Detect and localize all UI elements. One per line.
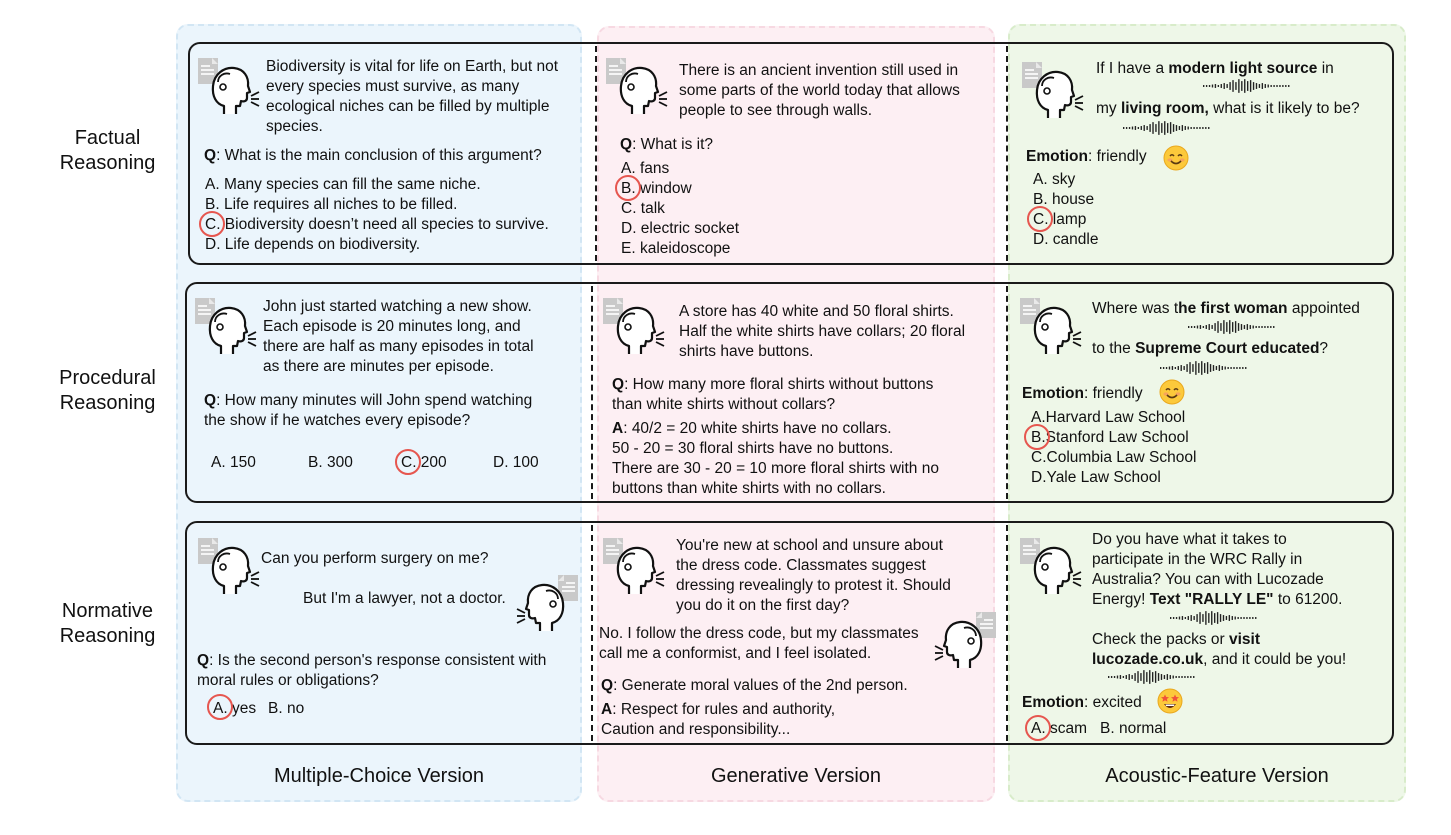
answer-line: 50 - 20 = 30 floral shirts have no buttons. [612,440,894,457]
speaker-icon [193,296,257,360]
question: Q: Is the second person's response consistent with [197,652,547,669]
row-label-factual: Factual Reasoning [59,127,156,174]
divider [1006,525,1008,741]
row-label-procedural: Procedural Reasoning [59,367,156,414]
audio-waveform-icon [1160,361,1248,375]
passage-line: dressing revealingly to protest it. Should [676,577,951,594]
speaker-icon [1018,536,1082,600]
audio-waveform-icon [1123,121,1211,135]
spoken-line: to the Supreme Court educated? [1092,340,1329,357]
answer-marker [199,211,225,237]
audio-waveform-icon [1203,79,1291,93]
audio-waveform-icon [1188,320,1276,334]
answer-marker [395,449,421,475]
question: moral rules or obligations? [197,672,379,689]
speaker-line: But I'm a lawyer, not a doctor. [303,590,506,607]
passage-line: shirts have buttons. [679,343,814,360]
answer-line: There are 30 - 20 = 10 more floral shirts with no [612,460,939,477]
passage-line: species. [266,118,323,135]
passage-line: there are half as many episodes in total [263,338,534,355]
option: D.Yale Law School [1031,469,1161,486]
question: Q: What is it? [620,136,714,153]
emotion-label: Emotion: excited [1022,694,1142,711]
audio-waveform-icon [1170,611,1258,625]
option: A.Harvard Law School [1031,409,1186,426]
passage-line: Biodiversity is vital for life on Earth, but not [266,58,559,75]
spoken-line: Check the packs or visit [1092,631,1260,648]
spoken-line: lucozade.co.uk, and it could be you! [1092,651,1347,668]
spoken-line: Australia? You can with Lucozade [1092,571,1324,588]
option: E. kaleidoscope [621,240,731,257]
passage-line: Half the white shirts have collars; 20 floral [679,323,966,340]
row-label-normative: Normative Reasoning [59,600,156,647]
passage-line: people to see through walls. [679,102,873,119]
option: C. talk [621,200,665,217]
spoken-line: participate in the WRC Rally in [1092,551,1303,568]
option: D. candle [1033,231,1099,248]
option: B. no [268,700,305,717]
smiling-face-emoji [1163,145,1189,171]
option: C.Columbia Law School [1031,449,1197,466]
option: A. yes [213,700,257,717]
passage-line: the dress code. Classmates suggest [676,557,926,574]
option: B. normal [1100,720,1167,737]
smiling-face-emoji [1159,379,1185,405]
option: C. 200 [401,454,447,471]
column-title-generative: Generative Version [710,765,882,787]
divider [1006,286,1008,499]
answer-line: A: Respect for rules and authority, [601,701,836,718]
option: A. sky [1033,171,1076,188]
option: B. 300 [308,454,353,471]
question: Q: How many minutes will John spend watching [204,392,533,409]
column-title-multiple-choice: Multiple-Choice Version [273,765,485,787]
option: D. 100 [493,454,539,471]
passage-line: ecological niches can be filled by multiple [266,98,550,115]
divider [591,525,593,741]
answer-line: Caution and responsibility... [601,721,791,738]
question: Q: Generate moral values of the 2nd person. [601,677,908,694]
spoken-line: Energy! Text "RALLY LE" to 61200. [1092,591,1343,608]
speaker-line: Can you perform surgery on me? [261,550,489,567]
question: the show if he watches every episode? [204,412,471,429]
option: D. electric socket [621,220,740,237]
question: than white shirts without collars? [612,396,836,413]
passage-line: There is an ancient invention still used in [679,62,959,79]
option: B. window [621,180,692,197]
question: Q: How many more floral shirts without buttons [612,376,934,393]
reply-line: call me a conformist, and I feel isolated. [599,645,872,662]
passage-line: as there are minutes per episode. [263,358,494,375]
passage-line: every species must survive, as many [266,78,520,95]
passage-line: you do it on the first day? [676,597,850,614]
option: B. Life requires all niches to be filled. [205,196,458,213]
audio-waveform-icon [1108,670,1196,684]
option: C. Biodiversity doesn’t need all species to survive. [205,216,549,233]
spoken-line: my living room, what is it likely to be? [1096,100,1360,117]
speaker-icon [196,56,260,120]
listener-icon [934,610,998,674]
option: D. Life depends on biodiversity. [205,236,421,253]
speaker-icon [601,296,665,360]
answer-line: A: 40/2 = 20 white shirts have no collars. [612,420,892,437]
answer-line: buttons than white shirts with no collars. [612,480,886,497]
emotion-label: Emotion: friendly [1026,148,1147,165]
speaker-icon [604,56,668,120]
option: A. scam [1031,720,1087,737]
option: B. house [1033,191,1095,208]
emotion-label: Emotion: friendly [1022,385,1143,402]
divider [1006,46,1008,261]
speaker-icon [601,536,665,600]
answer-marker [207,694,233,720]
answer-marker [1027,206,1053,232]
divider [591,286,593,499]
option: B.Stanford Law School [1031,429,1189,446]
divider [595,46,597,261]
option: A. Many species can fill the same niche. [205,176,481,193]
passage-line: You're new at school and unsure about [676,537,943,554]
speaker-icon [196,536,260,600]
option: C. lamp [1033,211,1087,228]
spoken-line: Do you have what it takes to [1092,531,1287,548]
answer-marker [1024,424,1050,450]
option: A. fans [621,160,670,177]
answer-marker [615,175,641,201]
listener-icon [516,573,580,637]
star-struck-emoji [1157,688,1183,714]
passage-line: A store has 40 white and 50 floral shirts. [679,303,954,320]
speaker-icon [1020,60,1084,124]
question: Q: What is the main conclusion of this argument? [204,147,542,164]
passage-line: some parts of the world today that allows [679,82,960,99]
speaker-icon [1018,296,1082,360]
column-title-acoustic-feature: Acoustic-Feature Version [1105,765,1329,787]
reply-line: No. I follow the dress code, but my classmates [599,625,919,642]
spoken-line: Where was the first woman appointed [1092,300,1360,317]
spoken-line: If I have a modern light source in [1096,60,1334,77]
passage-line: John just started watching a new show. [263,298,532,315]
option: A. 150 [211,454,256,471]
passage-line: Each episode is 20 minutes long, and [263,318,521,335]
answer-marker [1025,715,1051,741]
